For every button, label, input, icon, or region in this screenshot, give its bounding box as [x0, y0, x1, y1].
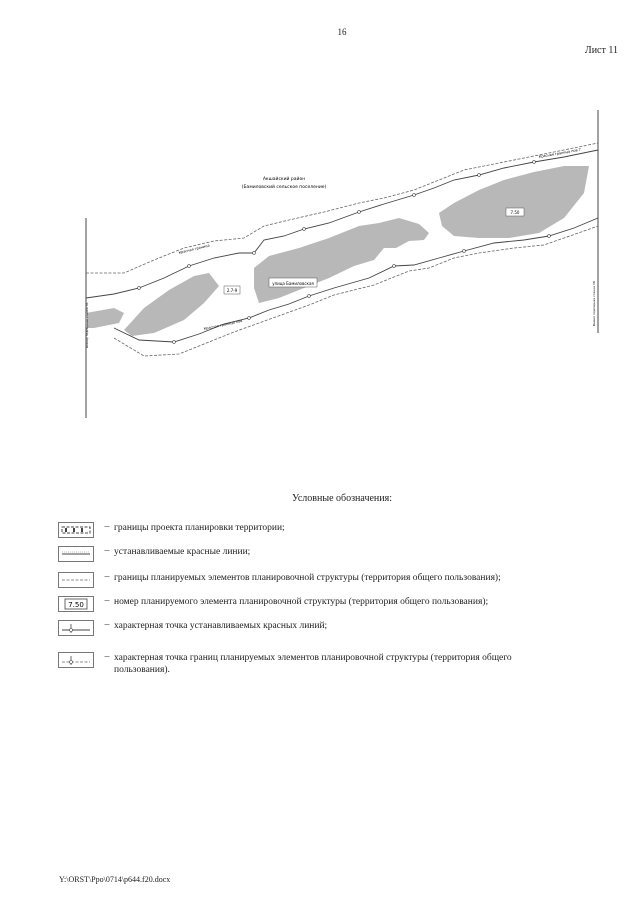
planning-boundary-icon: [58, 522, 94, 538]
legend-dash: –: [104, 572, 110, 582]
file-path-footer: Y:\ORST\Ppo\0714\p644.f20.docx: [59, 875, 171, 884]
page-number: 16: [337, 27, 347, 37]
street-label-center: улица Бамиловская: [272, 281, 314, 286]
legend-dash: –: [104, 522, 110, 532]
legend-item-boundary-point: [58, 652, 554, 676]
district-label: Акшайский район: [262, 177, 306, 182]
red-line-icon: [58, 546, 94, 562]
settlement-label: (Бамиловский сельское поселение): [241, 185, 327, 190]
right-edge-label: Бамил подпорная стенка 38: [592, 281, 596, 326]
legend-dash: –: [104, 596, 110, 606]
sheet-label: Лист 11: [584, 45, 618, 56]
red-line-point-icon: [58, 620, 94, 636]
boundary-point-icon: [58, 652, 94, 668]
legend-text: устанавливаемые красные линии;: [114, 547, 251, 557]
plot-right-label: 7.50: [510, 210, 520, 215]
legend-title: Условные обозначения:: [291, 493, 392, 504]
legend-text: границы планируемых элементов планировочной структуры (территория общего пользования);: [114, 573, 501, 583]
map-drawing: [84, 108, 600, 420]
element-number-icon: [58, 596, 94, 612]
legend-text: характерная точка устанавливаемых красных линий;: [114, 621, 328, 631]
legend-item-red-line-point: [58, 620, 554, 636]
legend-item-element-number: [58, 596, 554, 612]
fill-segment-5: [439, 166, 589, 238]
legend-item-planning-boundary: [58, 522, 554, 538]
element-boundary-icon: [58, 572, 94, 588]
street-label-bottom: Красная граница пов: [203, 318, 243, 331]
legend-text: границы проекта планировки территории;: [114, 523, 285, 533]
planning-map: [84, 108, 600, 420]
fill-segment-4: [379, 218, 429, 248]
legend-dash: –: [104, 546, 110, 556]
legend-item-red-line: [58, 546, 554, 562]
legend-text: номер планируемого элемента планировочной структуры (территория общего пользования);: [114, 597, 489, 607]
street-label-right: Красная граница пов 7: [538, 147, 582, 159]
fill-segment-1: [86, 308, 124, 328]
element-number-badge: 7.50: [68, 601, 84, 609]
legend-dash: –: [104, 652, 110, 662]
plot-left-label: 2.7-9: [226, 288, 238, 293]
legend-dash: –: [104, 620, 110, 630]
street-label-left: Красная граница: [178, 243, 211, 255]
left-edge-label: Шанар подпорная стенка 36: [85, 302, 89, 348]
legend-text: характерная точка границ планируемых элементов планировочной структуры (территория общего пользования).: [114, 653, 512, 675]
legend-item-element-boundary: [58, 572, 554, 588]
